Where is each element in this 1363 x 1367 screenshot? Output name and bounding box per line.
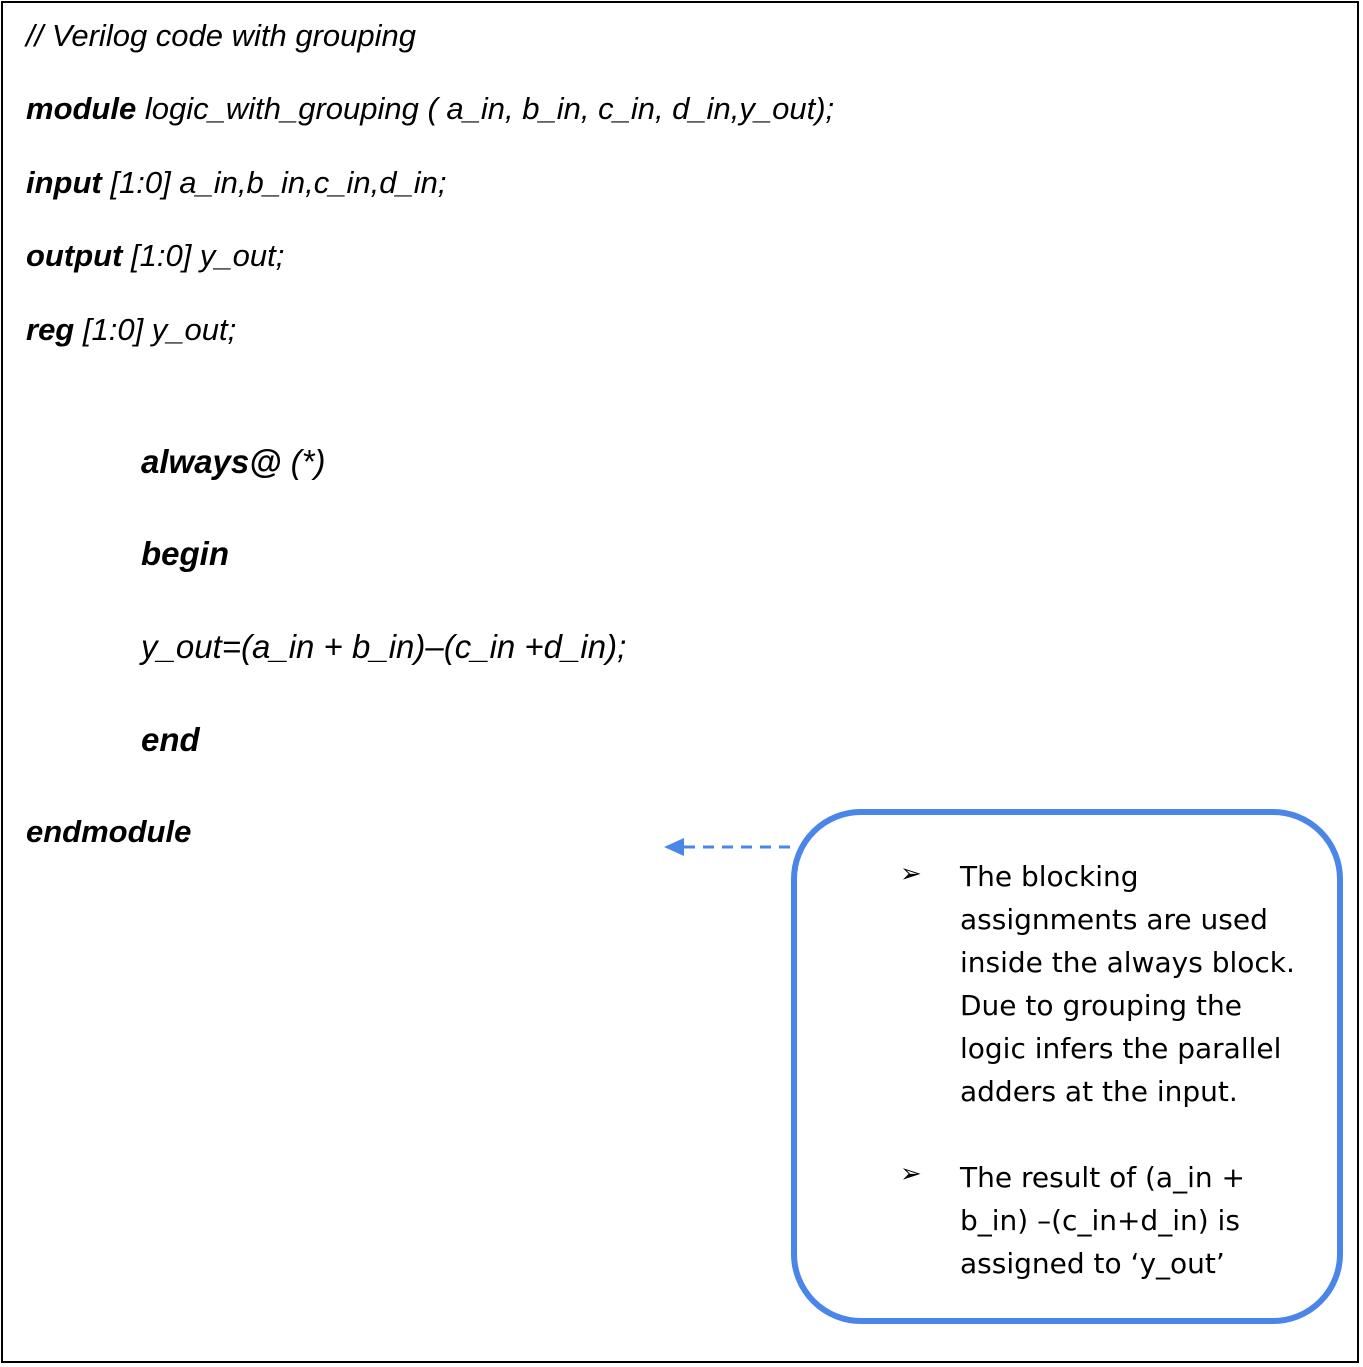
bullet-arrow-icon: ➢: [900, 1159, 922, 1189]
code-input-line: [26, 167, 446, 198]
code-output-line: [26, 240, 284, 271]
keyword-module: module: [26, 91, 137, 126]
dashed-arrow-icon: [660, 835, 800, 859]
code-always-line: [141, 445, 325, 478]
keyword-begin: begin: [141, 535, 229, 572]
sensitivity-list: (*): [281, 443, 326, 480]
arrow-head: [664, 838, 684, 856]
keyword-output: output: [26, 238, 123, 273]
code-comment: // Verilog code with grouping: [26, 18, 417, 53]
keyword-reg: reg: [26, 312, 75, 347]
callout-bullet-1: The blocking assignments are used inside the always block. Due to grouping the logic infers the parallel adders at the input.: [960, 860, 1295, 1108]
bullet-arrow-icon: ➢: [900, 859, 922, 889]
callout-bullet-2: The result of (a_in + b_in) –(c_in+d_in) is assigned to ‘y_out’: [960, 1161, 1245, 1280]
code-assignment: y_out=(a_in + b_in)–(c_in +d_in);: [141, 628, 627, 665]
input-declaration: [1:0] a_in,b_in,c_in,d_in;: [101, 165, 447, 200]
code-module-line: [26, 93, 834, 124]
output-declaration: [1:0] y_out;: [122, 238, 285, 273]
code-reg-line: [26, 314, 236, 345]
module-signature: logic_with_grouping ( a_in, b_in, c_in, d_in,y_out);: [136, 91, 835, 126]
keyword-end: end: [141, 721, 200, 758]
keyword-input: input: [26, 165, 102, 200]
reg-declaration: [1:0] y_out;: [74, 312, 237, 347]
explanation-callout: [791, 809, 1343, 1324]
keyword-endmodule: endmodule: [26, 814, 192, 849]
keyword-always: always@: [141, 443, 282, 480]
